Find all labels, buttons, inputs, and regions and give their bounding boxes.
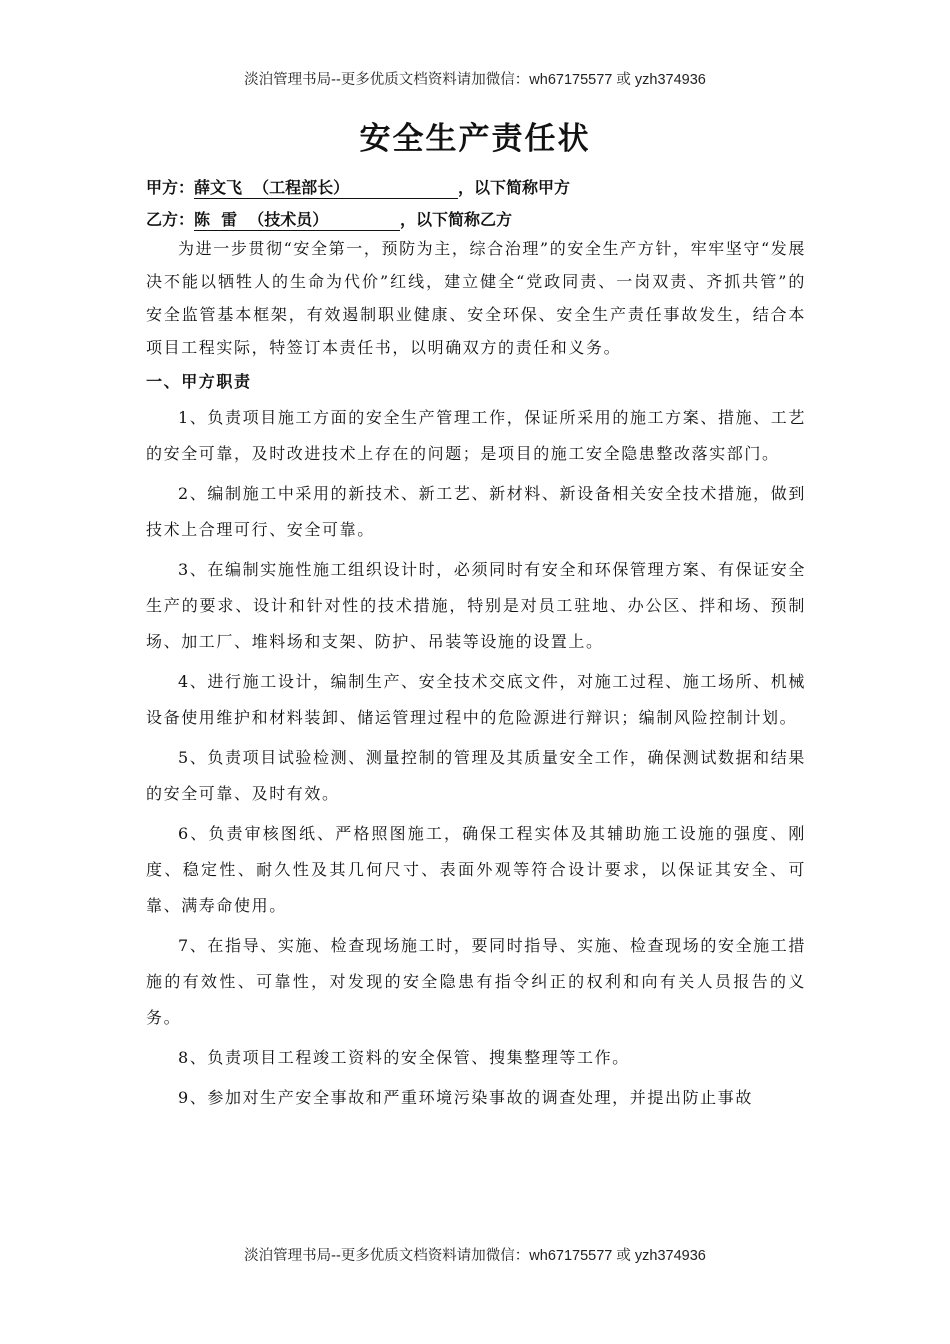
list-item: 3、在编制实施性施工组织设计时，必须同时有安全和环保管理方案、有保证安全生产的要求、设计和针对性的技术措施，特别是对员工驻地、办公区、拌和场、预制场、加工厂、堆料场和支架、防护、吊装等设施的设置上。 — [146, 560, 806, 651]
list-item: 7、在指导、实施、检查现场施工时，要同时指导、实施、检查现场的安全施工措施的有效性、可靠性，对发现的安全隐患有指令纠正的权利和向有关人员报告的义务。 — [146, 936, 806, 1027]
party-b-line — [146, 207, 512, 231]
document-body — [146, 232, 806, 1120]
list-item: 9、参加对生产安全事故和严重环境污染事故的调查处理，并提出防止事故 — [178, 1088, 753, 1107]
list-item: 6、负责审核图纸、严格照图施工，确保工程实体及其辅助施工设施的强度、刚度、稳定性、耐久性及其几何尺寸、表面外观等符合设计要求，以保证其安全、可靠、满寿命使用。 — [146, 824, 806, 915]
list-item: 4、进行施工设计，编制生产、安全技术交底文件，对施工过程、施工场所、机械设备使用维护和材料装卸、储运管理过程中的危险源进行辩识；编制风险控制计划。 — [146, 672, 806, 727]
party-b-label: 乙方： — [146, 210, 195, 229]
party-a-line — [146, 175, 570, 199]
page-header: 淡泊管理书局--更多优质文档资料请加微信：wh67175577 或 yzh374936 — [244, 72, 706, 88]
party-b-suffix: ，以下简称乙方 — [400, 210, 513, 229]
party-a-suffix: ，以下简称甲方 — [458, 178, 571, 197]
document-title: 安全生产责任状 — [359, 121, 591, 157]
list-item: 8、负责项目工程竣工资料的安全保管、搜集整理等工作。 — [178, 1048, 630, 1067]
party-b-name: 陈 雷 （技术员） — [194, 207, 400, 231]
page-footer: 淡泊管理书局--更多优质文档资料请加微信：wh67175577 或 yzh374936 — [244, 1248, 706, 1264]
list-item: 1、负责项目施工方面的安全生产管理工作，保证所采用的施工方案、措施、工艺的安全可靠，及时改进技术上存在的问题；是项目的施工安全隐患整改落实部门。 — [146, 408, 806, 463]
section-heading: 一、甲方职责 — [146, 372, 252, 391]
party-a-name: 薛文飞 （工程部长） — [194, 175, 458, 199]
party-a-label: 甲方： — [146, 178, 195, 197]
intro-paragraph: 为进一步贯彻“安全第一，预防为主，综合治理”的安全生产方针，牢牢坚守“发展决不能以牺牲人的生命为代价”红线，建立健全“党政同责、一岗双责、齐抓共管”的安全监管基本框架，有效遏制职业健康、安全环保、安全生产责任事故发生，结合本项目工程实际，特签订本责任书，以明确双方的责任和义务。 — [146, 239, 806, 357]
list-item: 5、负责项目试验检测、测量控制的管理及其质量安全工作，确保测试数据和结果的安全可靠、及时有效。 — [146, 748, 806, 803]
list-item: 2、编制施工中采用的新技术、新工艺、新材料、新设备相关安全技术措施，做到技术上合理可行、安全可靠。 — [146, 484, 806, 539]
